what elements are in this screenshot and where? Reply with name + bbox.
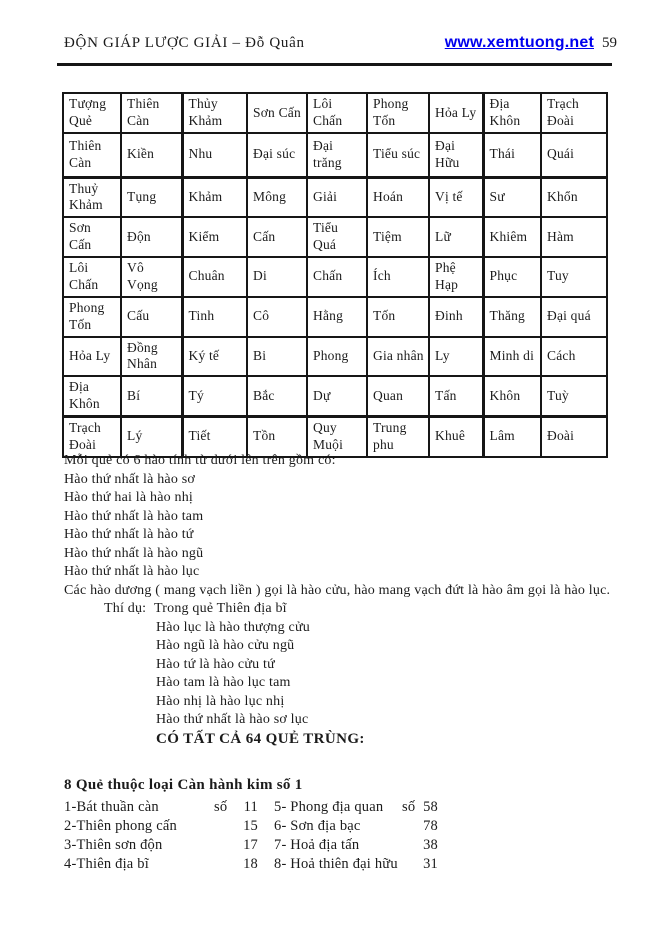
table-cell: Kiền — [121, 133, 182, 177]
table-cell: Tồn — [247, 417, 307, 457]
list-item-name: 1-Bát thuần càn — [64, 799, 159, 815]
document-title: ĐỘN GIÁP LƯỢC GIẢI – Đỗ Quân — [64, 35, 305, 51]
table-cell: Đại trăng — [307, 133, 367, 177]
list-item-name: 8- Hoả thiên đại hữu — [274, 856, 398, 872]
table-cell: Minh di — [483, 337, 541, 377]
table-cell: Dự — [307, 376, 367, 416]
list-item-num-label: số — [402, 799, 416, 815]
table-cell: Nhu — [182, 133, 247, 177]
table-cell: Bi — [247, 337, 307, 377]
list-item-number: 38 — [423, 837, 438, 853]
example-line: Hào lục là hào thượng cửu — [156, 619, 310, 635]
table-cell: Thăng — [483, 297, 541, 337]
header-divider — [57, 63, 612, 66]
list-item-num-label — [214, 817, 234, 836]
hao-line: Hào thứ nhất là hào ngũ — [64, 545, 204, 561]
table-cell: Quan — [367, 376, 429, 416]
list-item-number: 31 — [423, 856, 438, 872]
list-item-number: 15 — [243, 818, 258, 834]
table-cell: Tụng — [121, 177, 182, 217]
example-line: Hào nhị là hào lục nhị — [156, 693, 285, 709]
table-cell: Sư — [483, 177, 541, 217]
table-cell: Tiểu súc — [367, 133, 429, 177]
list-item-num-label — [214, 855, 234, 874]
list-item-name: 2-Thiên phong cấn — [64, 818, 177, 834]
table-row-header-cell: Lôi Chấn — [63, 257, 121, 297]
example-line: Hào tứ là hào cửu tứ — [156, 656, 275, 672]
table-cell: Tiểu Quá — [307, 217, 367, 257]
table-cell: Lữ — [429, 217, 483, 257]
table-cell: Tiết — [182, 417, 247, 457]
intro-line: Mỗi quẻ có 6 hào tính từ dưới lên trên gồm có: — [64, 453, 336, 468]
table-cell: Độn — [121, 217, 182, 257]
list-item-name: 6- Sơn địa bạc — [274, 818, 361, 834]
table-row-header-cell: Sơn Cấn — [63, 217, 121, 257]
hao-line: Hào thứ nhất là hào sơ — [64, 471, 195, 487]
table-cell: Di — [247, 257, 307, 297]
example-line: Hào ngũ là hào cửu ngũ — [156, 638, 295, 653]
table-cell: Ký tế — [182, 337, 247, 377]
website-link[interactable]: www.xemtuong.net — [444, 34, 594, 51]
table-cell: Khôn — [483, 376, 541, 416]
list-item-number: 11 — [243, 799, 258, 815]
table-cell: Tuỳ — [541, 376, 607, 416]
table-header-cell: Thiên Càn — [121, 93, 182, 133]
table-header-cell: Phong Tốn — [367, 93, 429, 133]
table-cell: Tấn — [429, 376, 483, 416]
table-cell: Đại quá — [541, 297, 607, 337]
table-cell: Vô Vọng — [121, 257, 182, 297]
table-cell: Thái — [483, 133, 541, 177]
table-row-header-cell: Trạch Đoài — [63, 417, 121, 457]
example-line: Hào tam là hào lục tam — [156, 675, 291, 690]
table-cell: Phục — [483, 257, 541, 297]
table-header-cell: Lôi Chấn — [307, 93, 367, 133]
list-item-name: 3-Thiên sơn độn — [64, 837, 163, 853]
table-row — [63, 417, 607, 457]
list-item-number: 58 — [423, 799, 438, 815]
table-cell: Tý — [182, 376, 247, 416]
table-row-header-cell: Địa Khôn — [63, 376, 121, 416]
table-row — [63, 177, 607, 217]
table-cell: Chấn — [307, 257, 367, 297]
table-header-cell: Tượng Quẻ — [63, 93, 121, 133]
table-cell: Phệ Hạp — [429, 257, 483, 297]
example-first-line: Trong quẻ Thiên địa bĩ — [154, 601, 287, 616]
table-row-header-cell: Hỏa Ly — [63, 337, 121, 377]
table-cell: Hàm — [541, 217, 607, 257]
table-cell: Chuân — [182, 257, 247, 297]
table-cell: Đinh — [429, 297, 483, 337]
table-cell: Khuê — [429, 417, 483, 457]
table-cell: Trung phu — [367, 417, 429, 457]
conclusion-line: CÓ TẤT CẢ 64 QUẺ TRÙNG: — [156, 730, 365, 747]
page-number: 59 — [602, 35, 617, 51]
table-cell: Cấn — [247, 217, 307, 257]
page-header — [64, 34, 617, 52]
table-cell: Quy Muội — [307, 417, 367, 457]
table-cell: Cấu — [121, 297, 182, 337]
table-cell: Bí — [121, 376, 182, 416]
example-label: Thí dụ: — [104, 601, 147, 616]
list-row — [64, 817, 484, 836]
table-cell: Phong — [307, 337, 367, 377]
table-cell: Ly — [429, 337, 483, 377]
list-rows — [64, 798, 484, 874]
table-cell: Đại súc — [247, 133, 307, 177]
table-cell: Khổn — [541, 177, 607, 217]
table-cell: Quái — [541, 133, 607, 177]
hao-line: Hào thứ nhất là hào tứ — [64, 527, 194, 542]
table-cell: Đại Hữu — [429, 133, 483, 177]
list-item-num-label — [214, 836, 234, 855]
table-cell: Đồng Nhân — [121, 337, 182, 377]
table-cell: Hoán — [367, 177, 429, 217]
example-lines — [64, 619, 650, 730]
table-row — [63, 297, 607, 337]
list-row — [64, 855, 484, 874]
table-row — [63, 337, 607, 377]
table-cell: Khảm — [182, 177, 247, 217]
table-cell: Hằng — [307, 297, 367, 337]
hao-lines — [64, 471, 650, 582]
list-item-number: 78 — [423, 818, 438, 834]
hao-line: Hào thứ nhất là hào lục — [64, 564, 200, 579]
table-cell: Cô — [247, 297, 307, 337]
table-header-cell: Địa Khôn — [483, 93, 541, 133]
table-header-cell: Trạch Đoài — [541, 93, 607, 133]
table-cell: Tiệm — [367, 217, 429, 257]
table-row-header-cell: Thuỷ Khảm — [63, 177, 121, 217]
table-cell: Lâm — [483, 417, 541, 457]
list-item-number: 18 — [243, 856, 258, 872]
table-cell: Bắc — [247, 376, 307, 416]
list-item-number: 17 — [243, 837, 258, 853]
list-item-num-label — [402, 836, 422, 855]
example-line: Hào thứ nhất là hào sơ lục — [156, 712, 309, 727]
list-row — [64, 836, 484, 855]
list-item-num-label: số — [214, 799, 228, 815]
body-text — [64, 452, 650, 748]
table-row-header-cell: Thiên Càn — [63, 133, 121, 177]
list-item-name: 4-Thiên địa bĩ — [64, 856, 149, 872]
header-right — [445, 34, 617, 52]
hao-line: Hào thứ nhất là hào tam — [64, 508, 204, 524]
table-row-header-cell: Phong Tốn — [63, 297, 121, 337]
hexagram-table-body — [63, 93, 607, 457]
table-cell: Tuy — [541, 257, 607, 297]
table-cell: Gia nhân — [367, 337, 429, 377]
list-item-name: 7- Hoả địa tấn — [274, 837, 360, 853]
table-cell: Khiêm — [483, 217, 541, 257]
list-section — [64, 776, 484, 874]
table-header-cell: Sơn Cấn — [247, 93, 307, 133]
table-cell: Tinh — [182, 297, 247, 337]
example-first-row — [64, 600, 650, 619]
table-row — [63, 217, 607, 257]
list-row — [64, 798, 484, 817]
table-cell: Lý — [121, 417, 182, 457]
hexagram-table — [62, 92, 608, 458]
table-cell: Kiểm — [182, 217, 247, 257]
table-row — [63, 257, 607, 297]
hao-line: Hào thứ hai là hào nhị — [64, 490, 194, 505]
duong-line: Các hào dương ( mang vạch liền ) gọi là hào cửu, hào mang vạch đứt là hào âm gọi là hào lục. — [64, 582, 611, 598]
table-cell: Mông — [247, 177, 307, 217]
table-cell: Đoài — [541, 417, 607, 457]
list-item-name: 5- Phong địa quan — [274, 799, 384, 815]
list-heading: 8 Quẻ thuộc loại Càn hành kim số 1 — [64, 777, 303, 793]
table-cell: Vị tế — [429, 177, 483, 217]
table-header-row — [63, 93, 607, 133]
table-row — [63, 376, 607, 416]
table-header-cell: Hỏa Ly — [429, 93, 483, 133]
table-cell: Ích — [367, 257, 429, 297]
list-item-num-label — [402, 817, 422, 836]
table-cell: Cách — [541, 337, 607, 377]
table-cell: Giải — [307, 177, 367, 217]
table-row — [63, 133, 607, 177]
table-header-cell: Thủy Khảm — [182, 93, 247, 133]
list-item-num-label — [402, 855, 422, 874]
table-cell: Tốn — [367, 297, 429, 337]
